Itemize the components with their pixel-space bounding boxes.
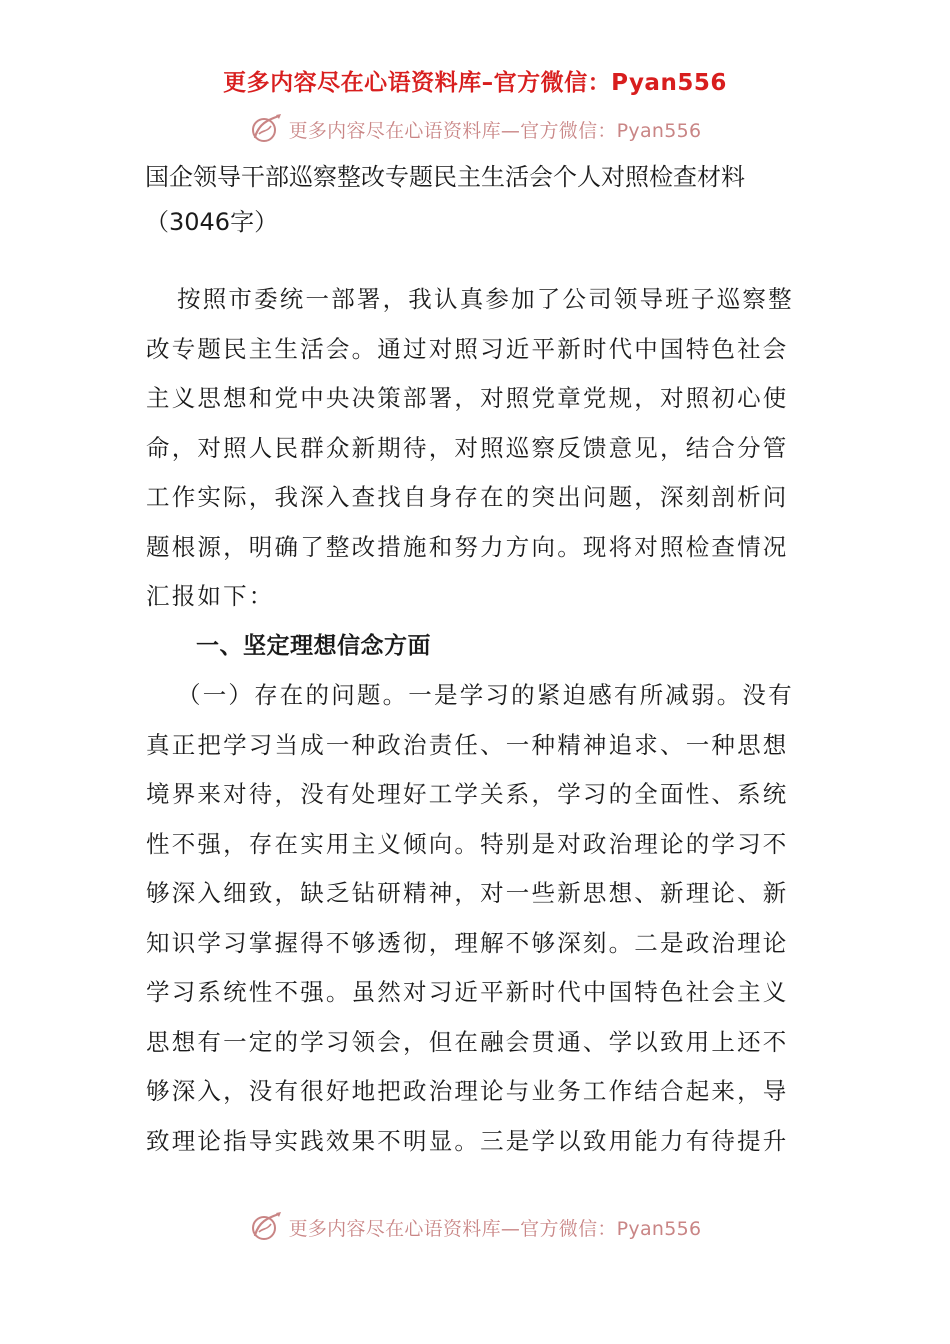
body-line: 命，对照人民群众新期待，对照巡察反馈意见，结合分管 [146, 433, 789, 462]
header-watermark [0, 112, 950, 146]
body-line: 境界来对待，没有处理好工学关系，学习的全面性、系统 [146, 780, 789, 808]
body-line: 题根源，明确了整改措施和努力方向。现将对照检查情况 [146, 532, 789, 561]
section-heading: 一、坚定理想信念方面 [196, 632, 431, 659]
body-line: 致理论指导实践效果不明显。三是学以致用能力有待提升 [146, 1126, 789, 1155]
body-line: 按照市委统一部署，我认真参加了公司领导班子巡察整 [177, 285, 794, 313]
body-line: 思想有一定的学习领会，但在融会贯通、学以致用上还不 [146, 1027, 789, 1056]
footer-watermark [0, 1210, 950, 1244]
body-line: 真正把学习当成一种政治责任、一种精神追求、一种思想 [146, 730, 789, 759]
body-line: 学习系统性不强。虽然对习近平新时代中国特色社会主义 [146, 978, 789, 1006]
document-body [146, 275, 826, 1166]
pen-signature-icon [249, 1210, 283, 1244]
watermark-text: 更多内容尽在心语资料库—官方微信：Pyan556 [288, 1217, 702, 1240]
pen-signature-icon [249, 112, 283, 146]
body-line: 知识学习掌握得不够透彻，理解不够深刻。二是政治理论 [146, 928, 789, 957]
body-line: 够深入细致，缺乏钻研精神，对一些新思想、新理论、新 [146, 879, 789, 907]
watermark-text: 更多内容尽在心语资料库—官方微信：Pyan556 [288, 119, 702, 142]
top-banner: 更多内容尽在心语资料库–官方微信：Pyan556 [223, 70, 727, 96]
body-line: 汇报如下： [146, 582, 275, 610]
title-line-1: 国企领导干部巡察整改专题民主生活会个人对照检查材料 [145, 163, 745, 191]
body-line: 性不强，存在实用主义倾向。特别是对政治理论的学习不 [146, 829, 789, 858]
body-line: 改专题民主生活会。通过对照习近平新时代中国特色社会 [146, 334, 789, 363]
title-line-2: （3046字） [145, 208, 279, 236]
body-line: （一）存在的问题。一是学习的紧迫感有所减弱。没有 [177, 681, 794, 709]
body-line: 工作实际，我深入查找自身存在的突出问题，深刻剖析问 [146, 483, 789, 511]
body-line: 主义思想和党中央决策部署，对照党章党规，对照初心使 [146, 384, 789, 412]
document-title [145, 155, 825, 245]
body-line: 够深入，没有很好地把政治理论与业务工作结合起来，导 [146, 1077, 789, 1105]
